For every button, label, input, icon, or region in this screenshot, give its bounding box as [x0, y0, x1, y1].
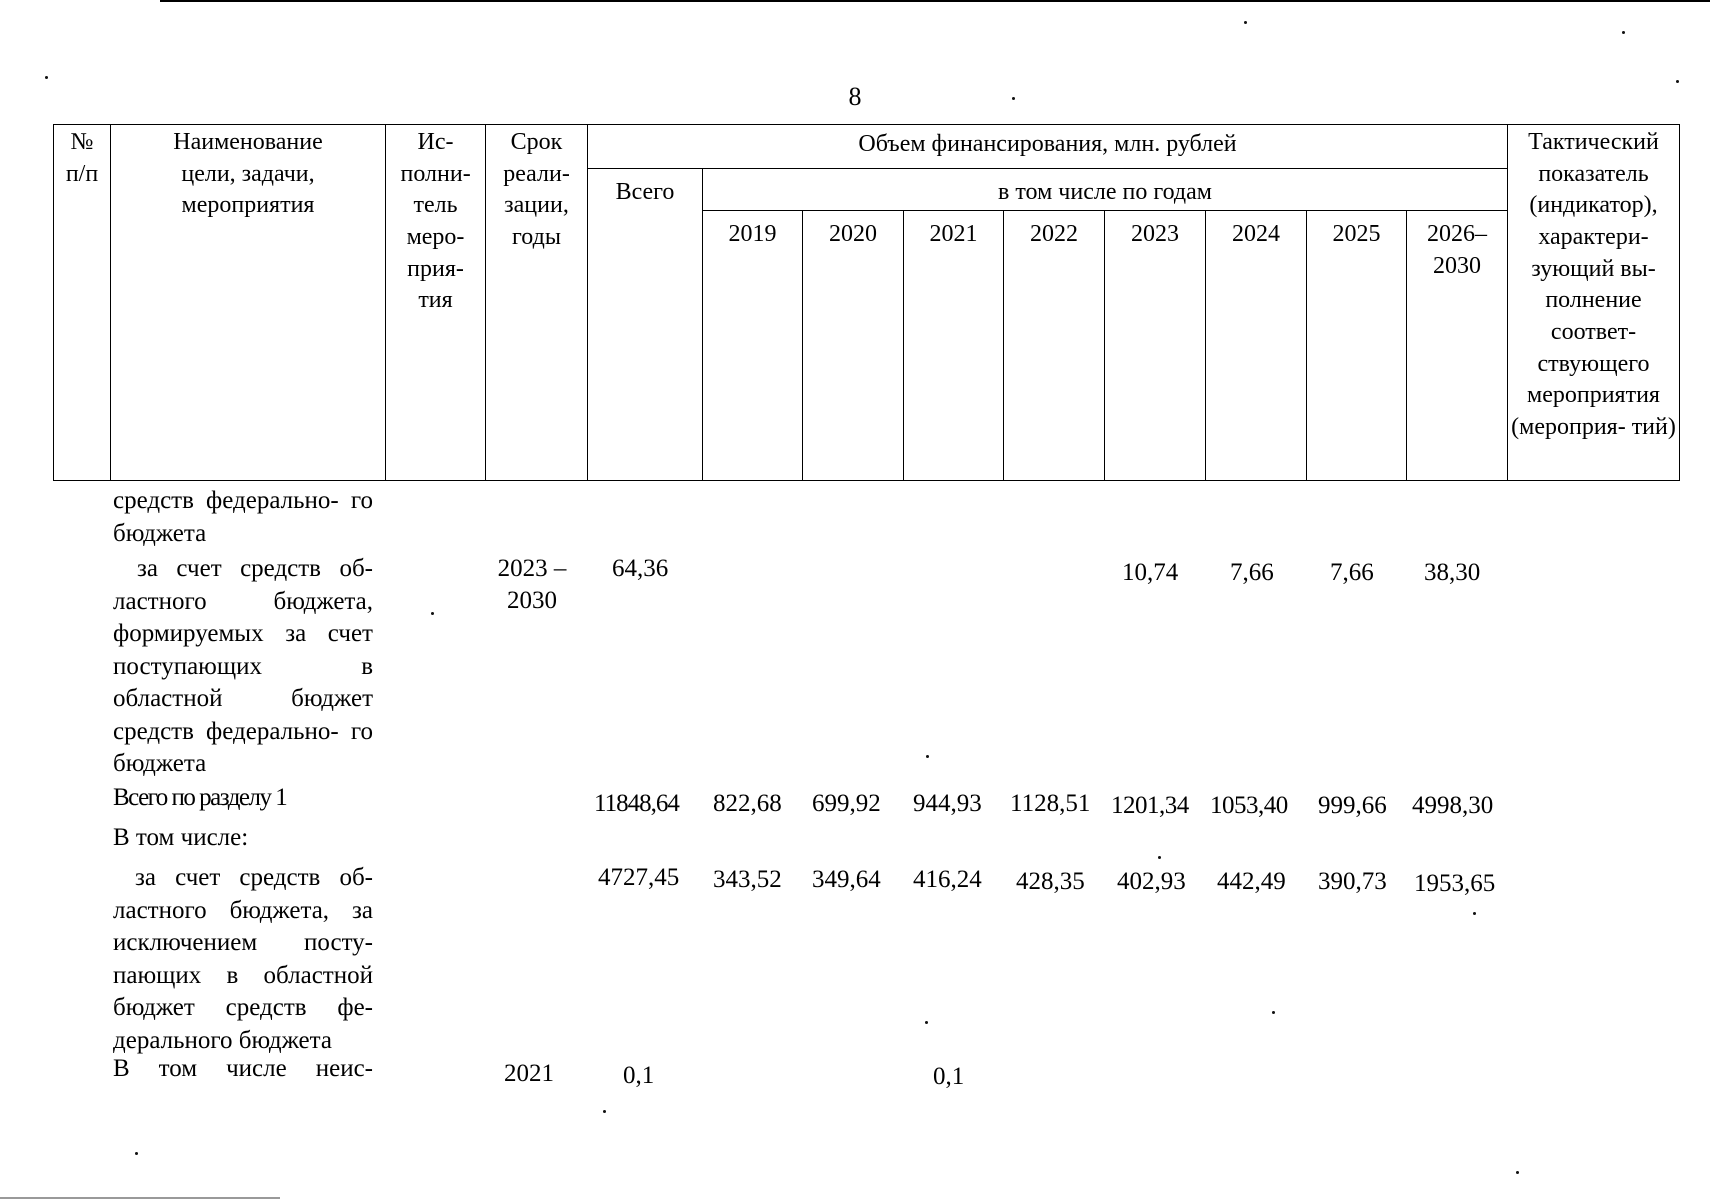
page-number: 8 [848, 82, 862, 111]
row-y2020: 699,92 [812, 790, 881, 817]
header-year-2020: 2020 [803, 211, 904, 481]
header-term: Срок реали- зации, годы [486, 125, 588, 481]
row-y2026-2030: 4998,30 [1412, 792, 1494, 819]
scan-speck [1244, 21, 1247, 24]
header-no: № п/п [54, 125, 111, 481]
header-by-years: в том числе по годам [703, 169, 1508, 211]
scan-edge-bottom [0, 1197, 280, 1199]
row-y2024: 1053,40 [1210, 792, 1288, 819]
header-name: Наименование цели, задачи, мероприятия [111, 125, 386, 481]
row-term: 2023 – 2030 [497, 555, 567, 614]
scan-speck [926, 755, 929, 758]
scan-speck [135, 1152, 138, 1155]
row-y2020: 349,64 [812, 866, 881, 893]
row-total: 11848,64 [594, 790, 679, 817]
row-y2025: 7,66 [1330, 559, 1374, 586]
row-total: 4727,45 [598, 864, 680, 891]
header-executor: Ис- полни- тель меро- прия- тия [386, 125, 486, 481]
row-y2022: 1128,51 [1010, 790, 1091, 817]
row-y2019: 343,52 [713, 866, 782, 893]
scan-speck [1012, 97, 1015, 100]
row-y2022: 428,35 [1016, 868, 1085, 895]
header-year-2019: 2019 [703, 211, 803, 481]
row-name: Всего по разделу 1 [113, 784, 287, 811]
scan-speck [925, 1021, 928, 1024]
header-funding: Объем финансирования, млн. рублей [588, 125, 1508, 169]
row-y2021: 0,1 [933, 1063, 965, 1090]
header-year-2024: 2024 [1206, 211, 1307, 481]
row-y2023: 1201,34 [1111, 792, 1189, 819]
header-total: Всего [588, 169, 703, 481]
row-name: В том числе: [113, 824, 249, 851]
row-term: 2021 [504, 1060, 554, 1087]
scan-speck [1272, 1011, 1275, 1014]
row-name: средств федерально- го бюджета [113, 487, 373, 547]
row-y2026-2030: 1953,65 [1414, 870, 1496, 897]
scan-speck [45, 76, 48, 79]
row-y2023: 10,74 [1122, 559, 1179, 586]
header-year-2026-2030: 2026– 2030 [1407, 211, 1508, 481]
row-total: 64,36 [612, 555, 669, 582]
header-year-2025: 2025 [1307, 211, 1407, 481]
header-year-2022: 2022 [1004, 211, 1105, 481]
row-name: В том числе неис- [113, 1055, 373, 1082]
scan-edge-top [160, 0, 1710, 2]
scan-speck [1622, 31, 1625, 34]
scan-speck [1676, 80, 1679, 83]
header-year-2023: 2023 [1105, 211, 1206, 481]
scan-speck [1516, 1171, 1519, 1174]
header-year-2021: 2021 [904, 211, 1004, 481]
row-y2021: 944,93 [913, 790, 982, 817]
row-y2019: 822,68 [713, 790, 782, 817]
header-indicator: Тактический показатель (индикатор), характери- зующий вы- полнение соответ- ствующего мероприятия (мероприя- тий) [1508, 125, 1680, 481]
row-y2025: 390,73 [1318, 868, 1387, 895]
row-y2024: 442,49 [1217, 868, 1286, 895]
scan-speck [603, 1110, 606, 1113]
row-name: за счет средств об- ластного бюджета, формируемых за счет поступающих в областной бюджет средств федерально- го бюджета [113, 555, 373, 777]
row-name: за счет средств об- ластного бюджета, за исключением посту- пающих в областной бюджет средств фе- дерального бюджета [113, 864, 373, 1054]
row-y2024: 7,66 [1230, 559, 1274, 586]
row-y2023: 402,93 [1117, 868, 1186, 895]
table-header [53, 124, 1680, 481]
row-total: 0,1 [623, 1062, 655, 1089]
scan-speck [1158, 856, 1161, 859]
row-y2021: 416,24 [913, 866, 982, 893]
row-y2025: 999,66 [1318, 792, 1387, 819]
scan-speck [1473, 912, 1476, 915]
scan-speck [431, 612, 434, 615]
row-y2026-2030: 38,30 [1424, 559, 1481, 586]
